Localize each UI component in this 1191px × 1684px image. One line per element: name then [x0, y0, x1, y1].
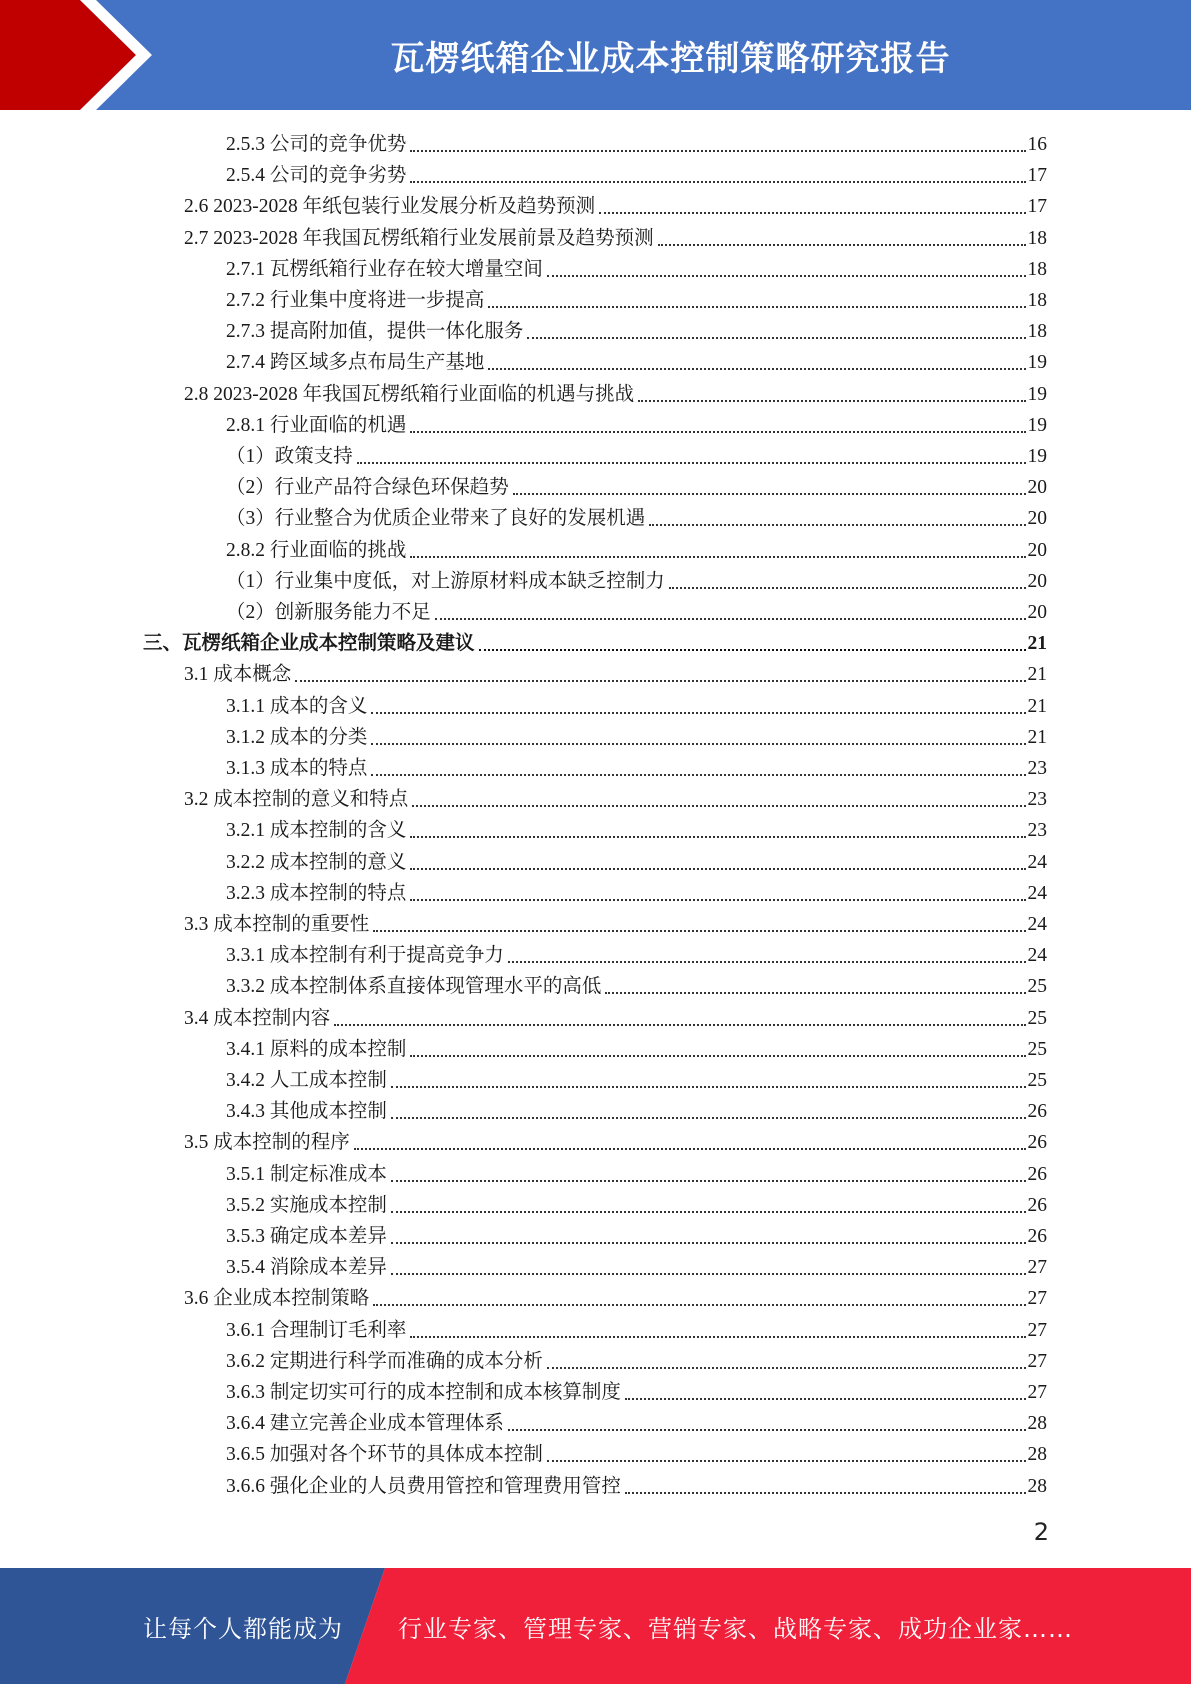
toc-entry-page: 20 — [1027, 570, 1047, 592]
toc-entry-label: 2.7 2023-2028 年我国瓦楞纸箱行业发展前景及趋势预测 — [184, 227, 654, 249]
toc-dot-leader — [605, 992, 1025, 994]
page-header — [0, 0, 1191, 110]
toc-entry[interactable] — [226, 1406, 1047, 1437]
toc-entry-page: 25 — [1027, 1007, 1047, 1029]
toc-entry-label: 2.6 2023-2028 年纸包装行业发展分析及趋势预测 — [184, 196, 596, 218]
toc-entry-label: 3.3.1 成本控制有利于提高竞争力 — [226, 945, 504, 967]
toc-entry[interactable] — [226, 1375, 1047, 1406]
toc-entry-label: 3.5.2 实施成本控制 — [226, 1194, 387, 1216]
toc-entry-label: 3.6.3 制定切实可行的成本控制和成本核算制度 — [226, 1382, 621, 1403]
toc-entry-page: 27 — [1027, 1319, 1047, 1341]
toc-entry[interactable] — [226, 1188, 1047, 1219]
toc-dot-leader — [373, 1304, 1025, 1306]
toc-entry-page: 27 — [1027, 1382, 1047, 1403]
toc-dot-leader — [410, 150, 1025, 152]
toc-entry[interactable] — [226, 595, 1047, 626]
toc-entry[interactable] — [226, 1157, 1047, 1188]
toc-entry-label: （1）行业集中度低，对上游原材料成本缺乏控制力 — [226, 570, 665, 592]
toc-dot-leader — [391, 1242, 1026, 1244]
toc-dot-leader — [391, 1117, 1026, 1119]
toc-entry-page: 25 — [1027, 976, 1047, 998]
toc-entry-page: 25 — [1027, 1070, 1047, 1091]
toc-entry-label: 3.6.5 加强对各个环节的具体成本控制 — [226, 1444, 543, 1466]
toc-dot-leader — [410, 556, 1025, 558]
toc-entry-page: 23 — [1027, 820, 1047, 842]
toc-entry[interactable] — [226, 969, 1047, 1000]
footer-slogan-left: 让每个人都能成为 — [143, 1614, 343, 1643]
toc-entry[interactable] — [226, 408, 1047, 439]
toc-dot-leader — [371, 712, 1025, 714]
toc-entry[interactable] — [226, 501, 1047, 532]
toc-entry-label: 3.5.4 消除成本差异 — [226, 1257, 387, 1279]
toc-entry-label: 2.8 2023-2028 年我国瓦楞纸箱行业面临的机遇与挑战 — [184, 383, 635, 405]
toc-entry-page: 19 — [1027, 383, 1047, 405]
toc-entry-label: 2.7.4 跨区域多点布局生产基地 — [226, 352, 485, 374]
toc-dot-leader — [649, 524, 1025, 526]
toc-entry-label: 三、瓦楞纸箱企业成本控制策略及建议 — [143, 633, 475, 655]
toc-entry-label: 3.2.2 成本控制的意义 — [226, 851, 407, 873]
toc-entry-label: （1）政策支持 — [226, 446, 353, 467]
toc-entry-page: 24 — [1027, 914, 1047, 935]
toc-entry-page: 26 — [1027, 1194, 1047, 1216]
toc-dot-leader — [435, 618, 1026, 620]
toc-entry-page: 27 — [1027, 1350, 1047, 1372]
toc-entry-label: 3.6.6 强化企业的人员费用管控和管理费用管控 — [226, 1475, 621, 1497]
toc-entry-label: 3.4.1 原料的成本控制 — [226, 1038, 407, 1060]
toc-entry-label: 3.4.2 人工成本控制 — [226, 1070, 387, 1091]
toc-entry-page: 19 — [1027, 414, 1047, 436]
toc-entry-page: 26 — [1027, 1101, 1047, 1123]
toc-entry-page: 21 — [1027, 633, 1047, 655]
toc-entry-page: 21 — [1027, 695, 1047, 717]
report-title: 瓦楞纸箱企业成本控制策略研究报告 — [390, 38, 951, 79]
toc-entry-label: 3.1.3 成本的特点 — [226, 758, 368, 779]
toc-dot-leader — [295, 680, 1025, 682]
toc-entry-page: 19 — [1027, 352, 1047, 374]
toc-entry-page: 17 — [1027, 165, 1047, 187]
toc-entry-page: 18 — [1027, 321, 1047, 343]
toc-entry-page: 26 — [1027, 1132, 1047, 1154]
toc-entry-label: 3.6.1 合理制订毛利率 — [226, 1319, 407, 1341]
toc-dot-leader — [410, 1055, 1025, 1057]
toc-entry[interactable] — [226, 470, 1047, 501]
toc-entry[interactable] — [184, 1281, 1047, 1312]
toc-entry[interactable] — [226, 845, 1047, 876]
toc-entry-label: 3.4.3 其他成本控制 — [226, 1101, 387, 1123]
toc-entry-label: 2.8.2 行业面临的挑战 — [226, 539, 407, 561]
toc-entry-label: 3.2.1 成本控制的含义 — [226, 820, 407, 842]
toc-entry[interactable] — [226, 813, 1047, 844]
toc-entry[interactable] — [226, 345, 1047, 376]
toc-entry-label: 3.1.2 成本的分类 — [226, 726, 368, 748]
toc-entry[interactable] — [184, 377, 1047, 408]
toc-entry-page: 21 — [1027, 664, 1047, 686]
toc-dot-leader — [547, 1367, 1026, 1369]
toc-dot-leader — [391, 1273, 1026, 1275]
toc-dot-leader — [410, 836, 1025, 838]
toc-entry-page: 17 — [1027, 196, 1047, 218]
toc-dot-leader — [412, 805, 1025, 807]
toc-entry[interactable] — [226, 1250, 1047, 1281]
toc-dot-leader — [547, 1460, 1026, 1462]
toc-entry[interactable] — [184, 189, 1047, 220]
toc-entry-page: 24 — [1027, 882, 1047, 904]
toc-entry[interactable] — [226, 876, 1047, 907]
toc-dot-leader — [410, 1336, 1025, 1338]
toc-dot-leader — [638, 400, 1025, 402]
toc-entry-page: 27 — [1027, 1288, 1047, 1310]
toc-entry[interactable] — [226, 1063, 1047, 1094]
toc-entry[interactable] — [143, 626, 1047, 657]
toc-entry-page: 28 — [1027, 1444, 1047, 1466]
toc-entry-label: 2.5.4 公司的竞争劣势 — [226, 165, 407, 187]
toc-entry-label: 3.2 成本控制的意义和特点 — [184, 789, 409, 811]
toc-dot-leader — [410, 181, 1025, 183]
toc-dot-leader — [410, 899, 1025, 901]
header-arrow-decoration — [0, 0, 160, 110]
toc-entry-label: 3.4 成本控制内容 — [184, 1007, 331, 1029]
toc-entry-page: 23 — [1027, 789, 1047, 811]
toc-entry[interactable] — [184, 907, 1047, 938]
toc-entry-page: 24 — [1027, 851, 1047, 873]
toc-entry-page: 20 — [1027, 477, 1047, 499]
toc-dot-leader — [371, 743, 1025, 745]
toc-dot-leader — [625, 1398, 1026, 1400]
page-footer — [0, 1568, 1191, 1684]
toc-entry-label: 2.8.1 行业面临的机遇 — [226, 414, 407, 436]
toc-entry-page: 28 — [1027, 1475, 1047, 1497]
toc-entry-label: 3.1 成本概念 — [184, 664, 292, 686]
toc-entry[interactable] — [226, 1437, 1047, 1468]
toc-entry[interactable] — [184, 221, 1047, 252]
toc-entry[interactable] — [226, 1094, 1047, 1125]
toc-entry[interactable] — [226, 751, 1047, 782]
toc-entry[interactable] — [226, 1313, 1047, 1344]
toc-dot-leader — [599, 212, 1025, 214]
toc-entry[interactable] — [226, 1469, 1047, 1500]
toc-entry-page: 19 — [1027, 446, 1047, 467]
toc-dot-leader — [391, 1211, 1026, 1213]
toc-dot-leader — [508, 961, 1026, 963]
toc-entry-page: 25 — [1027, 1038, 1047, 1060]
toc-dot-leader — [508, 1429, 1026, 1431]
toc-dot-leader — [354, 1148, 1026, 1150]
toc-entry-label: 2.7.1 瓦楞纸箱行业存在较大增量空间 — [226, 258, 543, 280]
toc-entry-label: （2）行业产品符合绿色环保趋势 — [226, 477, 509, 499]
toc-dot-leader — [488, 306, 1025, 308]
toc-entry-page: 18 — [1027, 227, 1047, 249]
toc-dot-leader — [547, 275, 1026, 277]
toc-entry-page: 27 — [1027, 1257, 1047, 1279]
toc-entry-label: 2.7.2 行业集中度将进一步提高 — [226, 290, 485, 311]
toc-entry[interactable] — [226, 938, 1047, 969]
toc-entry-page: 20 — [1027, 508, 1047, 530]
toc-entry[interactable] — [226, 252, 1047, 283]
toc-entry-label: 3.1.1 成本的含义 — [226, 695, 368, 717]
toc-entry-label: 3.5 成本控制的程序 — [184, 1132, 350, 1154]
toc-entry-label: 3.3 成本控制的重要性 — [184, 914, 370, 935]
toc-entry-label: （3）行业整合为优质企业带来了良好的发展机遇 — [226, 508, 646, 530]
toc-dot-leader — [669, 587, 1026, 589]
toc-dot-leader — [513, 493, 1026, 495]
toc-dot-leader — [658, 244, 1026, 246]
toc-entry[interactable] — [226, 689, 1047, 720]
toc-entry-page: 20 — [1027, 539, 1047, 561]
toc-entry[interactable] — [226, 720, 1047, 751]
toc-entry-page: 26 — [1027, 1226, 1047, 1247]
toc-entry[interactable] — [184, 657, 1047, 688]
toc-entry-label: 3.5.3 确定成本差异 — [226, 1226, 387, 1247]
toc-dot-leader — [373, 930, 1025, 932]
toc-entry[interactable] — [226, 1032, 1047, 1063]
toc-entry-label: 3.6.4 建立完善企业成本管理体系 — [226, 1413, 504, 1435]
toc-entry-page: 16 — [1027, 134, 1047, 155]
toc-entry[interactable] — [226, 533, 1047, 564]
toc-entry-page: 26 — [1027, 1163, 1047, 1185]
toc-dot-leader — [488, 368, 1025, 370]
toc-entry-page: 23 — [1027, 758, 1047, 779]
toc-entry[interactable] — [184, 1001, 1047, 1032]
toc-entry-label: 3.6.2 定期进行科学而准确的成本分析 — [226, 1350, 543, 1372]
toc-entry-label: 3.5.1 制定标准成本 — [226, 1163, 387, 1185]
toc-entry-label: （2）创新服务能力不足 — [226, 602, 431, 623]
toc-dot-leader — [391, 1180, 1026, 1182]
toc-dot-leader — [410, 431, 1025, 433]
toc-entry[interactable] — [226, 439, 1047, 470]
toc-entry-label: 3.3.2 成本控制体系直接体现管理水平的高低 — [226, 976, 602, 998]
toc-entry[interactable] — [226, 127, 1047, 158]
toc-entry[interactable] — [184, 782, 1047, 813]
toc-dot-leader — [357, 462, 1026, 464]
toc-entry[interactable] — [226, 314, 1047, 345]
toc-entry-label: 3.6 企业成本控制策略 — [184, 1288, 370, 1310]
toc-dot-leader — [479, 649, 1026, 651]
toc-dot-leader — [391, 1086, 1026, 1088]
toc-entry[interactable] — [226, 1344, 1047, 1375]
page-number: 2 — [1033, 1518, 1049, 1546]
toc-entry-page: 20 — [1027, 602, 1047, 623]
toc-dot-leader — [410, 868, 1025, 870]
toc-entry-label: 2.7.3 提高附加值，提供一体化服务 — [226, 321, 524, 343]
toc-entry[interactable] — [226, 564, 1047, 595]
toc-entry-page: 18 — [1027, 290, 1047, 311]
toc-dot-leader — [527, 337, 1025, 339]
footer-slogan-right: 行业专家、管理专家、营销专家、战略专家、成功企业家…… — [398, 1614, 1073, 1643]
toc-dot-leader — [334, 1024, 1025, 1026]
toc-entry[interactable] — [226, 283, 1047, 314]
toc-entry-label: 2.5.3 公司的竞争优势 — [226, 134, 407, 155]
toc-entry-page: 21 — [1027, 726, 1047, 748]
toc-entry-page: 18 — [1027, 258, 1047, 280]
toc-dot-leader — [625, 1492, 1026, 1494]
toc-entry-label: 3.2.3 成本控制的特点 — [226, 882, 407, 904]
toc-entry-page: 24 — [1027, 945, 1047, 967]
toc-entry-page: 28 — [1027, 1413, 1047, 1435]
toc-entry[interactable] — [184, 1125, 1047, 1156]
toc-dot-leader — [371, 774, 1025, 776]
toc-entry[interactable] — [226, 158, 1047, 189]
toc-entry[interactable] — [226, 1219, 1047, 1250]
